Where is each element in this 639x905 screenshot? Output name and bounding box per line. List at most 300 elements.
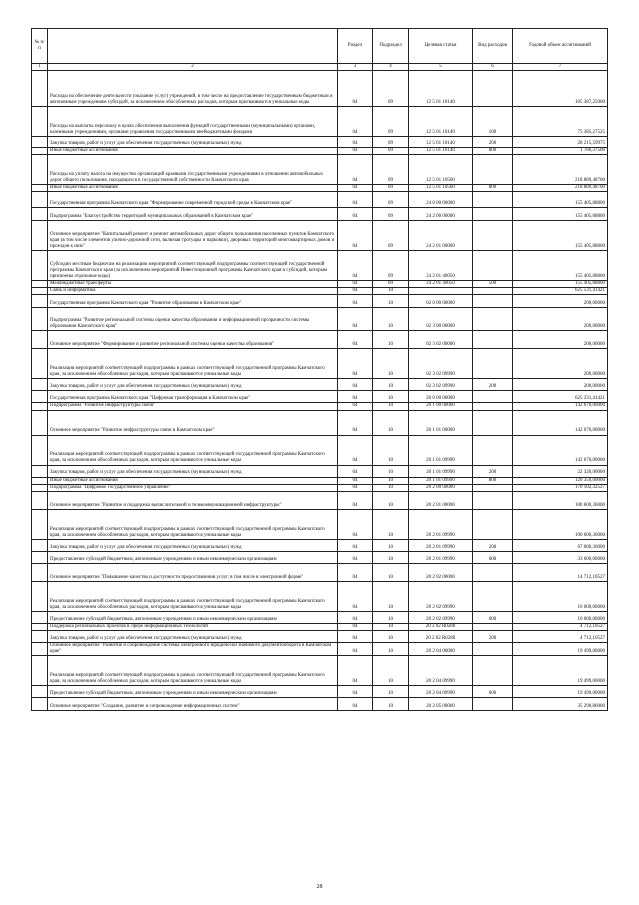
cell-number bbox=[32, 686, 48, 698]
table-row bbox=[32, 403, 608, 410]
table-row bbox=[32, 477, 608, 484]
column-number: 3 bbox=[338, 64, 373, 71]
cell-amount: 625 331,41421 bbox=[513, 391, 608, 403]
cell-podrazdel: 10 bbox=[373, 581, 409, 611]
cell-amount: 142 670,00000 bbox=[513, 410, 608, 435]
cell-number bbox=[32, 491, 48, 509]
cell-podrazdel: 10 bbox=[373, 509, 409, 539]
cell-amount: 170 102,32527 bbox=[513, 484, 608, 491]
cell-expense-type bbox=[473, 656, 513, 686]
cell-number bbox=[32, 611, 48, 623]
cell-amount: 4 712,10527 bbox=[513, 623, 608, 630]
cell-target-article: 20 2 00 00000 bbox=[409, 484, 473, 491]
cell-target-article: 20 2 05 00000 bbox=[409, 698, 473, 711]
cell-expense-type: 200 bbox=[473, 465, 513, 477]
cell-razdel: 04 bbox=[338, 410, 373, 435]
cell-number bbox=[32, 477, 48, 484]
cell-podrazdel: 10 bbox=[373, 391, 409, 403]
cell-podrazdel: 10 bbox=[373, 308, 409, 331]
column-number: 4 bbox=[373, 64, 409, 71]
cell-target-article: 20 2 01 00000 bbox=[409, 491, 473, 509]
cell-description: Государственная программа Камчатского края "Цифровая трансформация в Камчатском крае" bbox=[48, 391, 338, 403]
column-number: 1 bbox=[32, 64, 48, 71]
cell-number bbox=[32, 221, 48, 251]
cell-number bbox=[32, 107, 48, 137]
cell-expense-type bbox=[473, 484, 513, 491]
column-number: 6 bbox=[473, 64, 513, 71]
cell-target-article: 02 0 00 00000 bbox=[409, 295, 473, 308]
cell-description: Подпрограмма "Цифровое государственное управление" bbox=[48, 484, 338, 491]
cell-amount: 142 670,00000 bbox=[513, 403, 608, 410]
cell-razdel: 04 bbox=[338, 686, 373, 698]
header-podrazdel: Подраздел bbox=[373, 29, 409, 64]
cell-amount: 100 600,36000 bbox=[513, 509, 608, 539]
cell-amount: 155 405,08800 bbox=[513, 192, 608, 208]
cell-expense-type: 600 bbox=[473, 686, 513, 698]
cell-podrazdel: 10 bbox=[373, 623, 409, 630]
table-row bbox=[32, 686, 608, 698]
cell-target-article: 20 2 01 09990 bbox=[409, 539, 473, 551]
cell-target-article: 20 2 02 09990 bbox=[409, 581, 473, 611]
table-row bbox=[32, 410, 608, 435]
cell-target-article: 12 5 01 10140 bbox=[409, 107, 473, 137]
cell-podrazdel: 10 bbox=[373, 656, 409, 686]
cell-target-article: 20 1 01 09990 bbox=[409, 465, 473, 477]
cell-description: Межбюджетные трансферты bbox=[48, 281, 338, 288]
cell-expense-type bbox=[473, 410, 513, 435]
cell-description: Связь и информатика bbox=[48, 288, 338, 295]
cell-amount: 33 600,00000 bbox=[513, 551, 608, 563]
column-number-row bbox=[32, 64, 608, 71]
cell-razdel: 04 bbox=[338, 137, 373, 148]
table-row bbox=[32, 107, 608, 137]
cell-target-article: 20 2 04 09990 bbox=[409, 656, 473, 686]
cell-amount: 200,00000 bbox=[513, 379, 608, 391]
cell-number bbox=[32, 551, 48, 563]
cell-expense-type bbox=[473, 698, 513, 711]
cell-description: Закупка товаров, работ и услуг для обеспечения государственных (муниципальных) нужд bbox=[48, 137, 338, 148]
cell-expense-type: 200 bbox=[473, 379, 513, 391]
column-number: 7 bbox=[513, 64, 608, 71]
cell-podrazdel: 10 bbox=[373, 698, 409, 711]
header-expense-type: Вид расходов bbox=[473, 29, 513, 64]
cell-razdel: 04 bbox=[338, 349, 373, 379]
cell-razdel: 04 bbox=[338, 192, 373, 208]
cell-target-article: 12 5 01 10140 bbox=[409, 71, 473, 107]
page-number: 28 bbox=[316, 884, 323, 890]
cell-podrazdel: 10 bbox=[373, 379, 409, 391]
cell-description: Закупка товаров, работ и услуг для обеспечения государственных (муниципальных) нужд bbox=[48, 379, 338, 391]
cell-razdel: 04 bbox=[338, 295, 373, 308]
cell-description: Поддержка региональных проектов в сфере информационных технологий bbox=[48, 623, 338, 630]
table-row bbox=[32, 491, 608, 509]
cell-number bbox=[32, 509, 48, 539]
cell-razdel: 04 bbox=[338, 642, 373, 655]
cell-target-article: 20 2 02 09990 bbox=[409, 611, 473, 623]
cell-description: Расходы на обеспечение деятельности (оказание услуг) учреждений, в том числе на предоставление государственным бюджетным и автономным учреждениям субсидий, за исключением обособленных расходов, которым присваиваются уникальные коды bbox=[48, 71, 338, 107]
table-row bbox=[32, 71, 608, 107]
cell-razdel: 04 bbox=[338, 630, 373, 642]
cell-amount: 35 290,86000 bbox=[513, 698, 608, 711]
cell-description: Закупка товаров, работ и услуг для обеспечения государственных (муниципальных) нужд bbox=[48, 465, 338, 477]
cell-number bbox=[32, 308, 48, 331]
cell-podrazdel: 10 bbox=[373, 484, 409, 491]
cell-number bbox=[32, 155, 48, 185]
table-row bbox=[32, 288, 608, 295]
cell-description: Иные бюджетные ассигнования bbox=[48, 477, 338, 484]
cell-amount: 10 000,00000 bbox=[513, 611, 608, 623]
cell-target-article: 20 2 01 09990 bbox=[409, 551, 473, 563]
table-row bbox=[32, 563, 608, 581]
cell-number bbox=[32, 410, 48, 435]
table-row bbox=[32, 148, 608, 155]
cell-razdel: 04 bbox=[338, 208, 373, 221]
cell-expense-type bbox=[473, 308, 513, 331]
cell-podrazdel: 10 bbox=[373, 491, 409, 509]
cell-podrazdel: 09 bbox=[373, 208, 409, 221]
cell-amount: 28 215,59975 bbox=[513, 137, 608, 148]
column-number: 5 bbox=[409, 64, 473, 71]
table-row bbox=[32, 221, 608, 251]
cell-podrazdel: 10 bbox=[373, 642, 409, 655]
cell-amount: 200,00000 bbox=[513, 308, 608, 331]
cell-expense-type bbox=[473, 155, 513, 185]
cell-target-article: 24 2 01 00000 bbox=[409, 221, 473, 251]
cell-number bbox=[32, 185, 48, 192]
cell-target-article: 02 3 02 09990 bbox=[409, 349, 473, 379]
table-row bbox=[32, 509, 608, 539]
cell-razdel: 04 bbox=[338, 551, 373, 563]
cell-razdel: 04 bbox=[338, 251, 373, 281]
header-number: № п/п bbox=[32, 29, 48, 64]
cell-amount: 4 712,10527 bbox=[513, 630, 608, 642]
cell-number bbox=[32, 288, 48, 295]
cell-number bbox=[32, 295, 48, 308]
cell-razdel: 04 bbox=[338, 281, 373, 288]
cell-expense-type bbox=[473, 295, 513, 308]
cell-expense-type: 600 bbox=[473, 551, 513, 563]
cell-target-article: 20 2 02 R0280 bbox=[409, 623, 473, 630]
cell-amount: 142 670,00000 bbox=[513, 435, 608, 465]
header-annual-volume: Годовой объем ассигнований bbox=[513, 29, 608, 64]
header-description bbox=[48, 29, 338, 64]
cell-amount: 155 405,08800 bbox=[513, 208, 608, 221]
cell-number bbox=[32, 484, 48, 491]
table-row bbox=[32, 551, 608, 563]
cell-expense-type bbox=[473, 491, 513, 509]
cell-target-article: 24 2 01 40050 bbox=[409, 281, 473, 288]
cell-podrazdel: 10 bbox=[373, 403, 409, 410]
cell-number bbox=[32, 71, 48, 107]
cell-description: Государственная программа Камчатского края "Формирование современной городской среды в Камчатском крае" bbox=[48, 192, 338, 208]
cell-target-article: 24 2 00 00000 bbox=[409, 208, 473, 221]
cell-razdel: 04 bbox=[338, 656, 373, 686]
table-row bbox=[32, 642, 608, 655]
table-row bbox=[32, 391, 608, 403]
header-razdel: Раздел bbox=[338, 29, 373, 64]
cell-razdel: 04 bbox=[338, 107, 373, 137]
table-row bbox=[32, 379, 608, 391]
table-row bbox=[32, 465, 608, 477]
cell-expense-type: 100 bbox=[473, 107, 513, 137]
table-row bbox=[32, 137, 608, 148]
cell-number bbox=[32, 403, 48, 410]
table-row bbox=[32, 208, 608, 221]
cell-podrazdel: 10 bbox=[373, 435, 409, 465]
cell-amount: 200,00000 bbox=[513, 331, 608, 349]
cell-number bbox=[32, 192, 48, 208]
table-row bbox=[32, 155, 608, 185]
cell-razdel: 04 bbox=[338, 477, 373, 484]
cell-target-article: 20 1 01 09990 bbox=[409, 435, 473, 465]
budget-table bbox=[31, 28, 608, 711]
cell-amount: 218 889,48700 bbox=[513, 155, 608, 185]
cell-expense-type bbox=[473, 208, 513, 221]
cell-target-article: 20 2 04 09990 bbox=[409, 686, 473, 698]
cell-expense-type: 200 bbox=[473, 137, 513, 148]
cell-podrazdel: 10 bbox=[373, 331, 409, 349]
cell-podrazdel: 09 bbox=[373, 107, 409, 137]
cell-expense-type: 800 bbox=[473, 148, 513, 155]
cell-razdel: 04 bbox=[338, 563, 373, 581]
cell-number bbox=[32, 435, 48, 465]
table-row bbox=[32, 281, 608, 288]
cell-target-article: 20 0 00 00000 bbox=[409, 391, 473, 403]
cell-razdel: 04 bbox=[338, 435, 373, 465]
cell-number bbox=[32, 539, 48, 551]
cell-description: Реализация мероприятий соответствующей подпрограммы в рамках соответствующей государственной программы Камчатского края, за исключением обособленных расходов, которым присваиваются уникальные коды bbox=[48, 509, 338, 539]
cell-podrazdel: 09 bbox=[373, 155, 409, 185]
cell-target-article: 24 0 00 00000 bbox=[409, 192, 473, 208]
table-row bbox=[32, 484, 608, 491]
cell-expense-type: 800 bbox=[473, 185, 513, 192]
cell-razdel: 04 bbox=[338, 403, 373, 410]
cell-number bbox=[32, 137, 48, 148]
cell-expense-type bbox=[473, 221, 513, 251]
cell-razdel: 04 bbox=[338, 288, 373, 295]
cell-podrazdel: 09 bbox=[373, 71, 409, 107]
cell-expense-type bbox=[473, 251, 513, 281]
cell-expense-type: 800 bbox=[473, 477, 513, 484]
cell-razdel: 04 bbox=[338, 185, 373, 192]
table-row bbox=[32, 611, 608, 623]
cell-description: Предоставление субсидий бюджетным, автономным учреждениям и иным некоммерческим организациям bbox=[48, 551, 338, 563]
header-row bbox=[32, 29, 608, 64]
cell-description: Реализация мероприятий соответствующей подпрограммы в рамках соответствующей государственной программы Камчатского края, за исключением обособленных расходов, которым присваиваются уникальные коды bbox=[48, 656, 338, 686]
cell-podrazdel: 10 bbox=[373, 465, 409, 477]
cell-amount: 75 385,27525 bbox=[513, 107, 608, 137]
cell-target-article: 02 3 00 00000 bbox=[409, 308, 473, 331]
cell-description: Подпрограмма "Развитие региональной системы оценки качества образования и информационной прозрачности системы образования Камчатского края" bbox=[48, 308, 338, 331]
cell-description: Основное мероприятие "Развитие инфраструктуры связи в Камчатском крае" bbox=[48, 410, 338, 435]
table-row bbox=[32, 698, 608, 711]
cell-description: Реализация мероприятий соответствующей подпрограммы в рамках соответствующей государственной программы Камчатского края, за исключением обособленных расходов, которым присваиваются уникальные коды bbox=[48, 349, 338, 379]
cell-description: Подпрограмма "Развитие инфраструктуры связи" bbox=[48, 403, 338, 410]
cell-description: Подпрограмма "Благоустройство территорий муниципальных образований в Камчатском крае" bbox=[48, 208, 338, 221]
cell-number bbox=[32, 563, 48, 581]
cell-target-article: 20 1 00 00000 bbox=[409, 403, 473, 410]
cell-number bbox=[32, 251, 48, 281]
cell-number bbox=[32, 656, 48, 686]
table-row bbox=[32, 295, 608, 308]
cell-expense-type bbox=[473, 192, 513, 208]
cell-expense-type bbox=[473, 435, 513, 465]
cell-expense-type bbox=[473, 509, 513, 539]
cell-amount: 14 712,10527 bbox=[513, 563, 608, 581]
cell-number bbox=[32, 349, 48, 379]
cell-number bbox=[32, 581, 48, 611]
cell-number bbox=[32, 630, 48, 642]
cell-target-article: 20 2 02 00000 bbox=[409, 563, 473, 581]
cell-number bbox=[32, 331, 48, 349]
cell-expense-type: 200 bbox=[473, 630, 513, 642]
cell-expense-type bbox=[473, 642, 513, 655]
cell-target-article: 20 1 01 00000 bbox=[409, 410, 473, 435]
table-row bbox=[32, 539, 608, 551]
cell-amount: 19 499,00000 bbox=[513, 686, 608, 698]
cell-expense-type bbox=[473, 391, 513, 403]
cell-razdel: 04 bbox=[338, 623, 373, 630]
cell-amount: 200,00000 bbox=[513, 295, 608, 308]
cell-description: Иные бюджетные ассигнования bbox=[48, 148, 338, 155]
cell-razdel: 04 bbox=[338, 71, 373, 107]
cell-target-article bbox=[409, 288, 473, 295]
column-number: 2 bbox=[48, 64, 338, 71]
cell-podrazdel: 09 bbox=[373, 192, 409, 208]
cell-number bbox=[32, 281, 48, 288]
cell-target-article: 02 3 02 09990 bbox=[409, 379, 473, 391]
cell-razdel: 04 bbox=[338, 509, 373, 539]
cell-razdel: 04 bbox=[338, 331, 373, 349]
cell-description: Расходы на выплаты персоналу в целях обеспечения выполнения функций государственными (муниципальными) органами, казенными учреждениями, органами управления государственными внебюджетными фондами bbox=[48, 107, 338, 137]
cell-podrazdel: 09 bbox=[373, 137, 409, 148]
table-row bbox=[32, 656, 608, 686]
cell-description: Закупка товаров, работ и услуг для обеспечения государственных (муниципальных) нужд bbox=[48, 630, 338, 642]
cell-podrazdel: 10 bbox=[373, 539, 409, 551]
cell-description: Основное мероприятие "Развитие и поддержка вычислительной и телекоммуникационной инфраструктуры" bbox=[48, 491, 338, 509]
cell-number bbox=[32, 698, 48, 711]
cell-razdel: 04 bbox=[338, 148, 373, 155]
table-row bbox=[32, 349, 608, 379]
cell-expense-type bbox=[473, 349, 513, 379]
cell-expense-type: 500 bbox=[473, 281, 513, 288]
cell-podrazdel: 10 bbox=[373, 349, 409, 379]
cell-description: Иные бюджетные ассигнования bbox=[48, 185, 338, 192]
cell-amount: 100 600,36000 bbox=[513, 491, 608, 509]
cell-target-article: 20 2 01 09990 bbox=[409, 509, 473, 539]
cell-podrazdel: 10 bbox=[373, 288, 409, 295]
table-row bbox=[32, 630, 608, 642]
cell-razdel: 04 bbox=[338, 155, 373, 185]
cell-amount: 625 531,41421 bbox=[513, 288, 608, 295]
header-target-article: Целевая статья bbox=[409, 29, 473, 64]
cell-razdel: 04 bbox=[338, 539, 373, 551]
cell-razdel: 04 bbox=[338, 491, 373, 509]
cell-razdel: 04 bbox=[338, 379, 373, 391]
cell-amount: 155 405,08800 bbox=[513, 281, 608, 288]
cell-expense-type bbox=[473, 623, 513, 630]
cell-expense-type: 200 bbox=[473, 539, 513, 551]
cell-podrazdel: 10 bbox=[373, 410, 409, 435]
cell-description: Предоставление субсидий бюджетным, автономным учреждениям и иным некоммерческим организациям bbox=[48, 611, 338, 623]
cell-razdel: 04 bbox=[338, 308, 373, 331]
cell-razdel: 04 bbox=[338, 391, 373, 403]
cell-target-article: 02 3 02 00000 bbox=[409, 331, 473, 349]
cell-target-article: 12 5 01 10560 bbox=[409, 155, 473, 185]
cell-description: Основное мероприятие "Создание, развитие и сопровождение информационных систем" bbox=[48, 698, 338, 711]
cell-expense-type bbox=[473, 331, 513, 349]
cell-number bbox=[32, 642, 48, 655]
cell-razdel: 04 bbox=[338, 698, 373, 711]
table-row bbox=[32, 192, 608, 208]
cell-target-article: 12 5 01 10140 bbox=[409, 137, 473, 148]
cell-description: Субсидии местным бюджетам на реализацию мероприятий соответствующей подпрограммы соответствующей государственной программы Камчатского края (за исключением мероприятий Инвестиционной программы Камчатского края и субсидий, которым присвоены отдельные коды) bbox=[48, 251, 338, 281]
cell-amount: 67 000,36000 bbox=[513, 539, 608, 551]
cell-podrazdel: 09 bbox=[373, 148, 409, 155]
cell-podrazdel: 09 bbox=[373, 281, 409, 288]
cell-podrazdel: 09 bbox=[373, 221, 409, 251]
cell-expense-type bbox=[473, 403, 513, 410]
cell-amount: 10 000,00000 bbox=[513, 581, 608, 611]
cell-amount: 200,00000 bbox=[513, 349, 608, 379]
document-page bbox=[31, 28, 607, 711]
table-row bbox=[32, 331, 608, 349]
cell-number bbox=[32, 208, 48, 221]
cell-description: Основное мероприятие "Повышение качества и доступности предоставления услуг, в том числе в электронной форме" bbox=[48, 563, 338, 581]
table-row bbox=[32, 623, 608, 630]
cell-expense-type: 600 bbox=[473, 611, 513, 623]
cell-description: Основное мероприятие "Формирование и развитие региональной системы оценки качества образования" bbox=[48, 331, 338, 349]
cell-number bbox=[32, 148, 48, 155]
cell-amount: 19 499,00000 bbox=[513, 656, 608, 686]
cell-razdel: 04 bbox=[338, 465, 373, 477]
cell-amount: 218 889,48700 bbox=[513, 185, 608, 192]
cell-podrazdel: 10 bbox=[373, 630, 409, 642]
cell-description: Предоставление субсидий бюджетным, автономным учреждениям и иным некоммерческим организациям bbox=[48, 686, 338, 698]
table-row bbox=[32, 435, 608, 465]
cell-description: Закупка товаров, работ и услуг для обеспечения государственных (муниципальных) нужд bbox=[48, 539, 338, 551]
cell-target-article: 12 5 01 10560 bbox=[409, 185, 473, 192]
cell-podrazdel: 10 bbox=[373, 477, 409, 484]
cell-amount: 1 786,37500 bbox=[513, 148, 608, 155]
cell-description: Основное мероприятие "Капитальный ремонт и ремонт автомобильных дорог общего пользования населенных пунктов Камчатского края (в том числе элементов улично-дорожной сети, включая тротуары и парковки), дворовых территорий многоквартирных домов и проездов к ним" bbox=[48, 221, 338, 251]
cell-target-article: 20 2 02 R0280 bbox=[409, 630, 473, 642]
table-row bbox=[32, 581, 608, 611]
cell-podrazdel: 10 bbox=[373, 551, 409, 563]
table-row bbox=[32, 185, 608, 192]
table-row bbox=[32, 308, 608, 331]
cell-number bbox=[32, 623, 48, 630]
cell-amount: 22 320,00000 bbox=[513, 465, 608, 477]
table-row bbox=[32, 251, 608, 281]
cell-podrazdel: 10 bbox=[373, 295, 409, 308]
cell-podrazdel: 10 bbox=[373, 611, 409, 623]
cell-amount: 105 387,25000 bbox=[513, 71, 608, 107]
cell-number bbox=[32, 379, 48, 391]
cell-expense-type bbox=[473, 288, 513, 295]
cell-expense-type bbox=[473, 581, 513, 611]
cell-number bbox=[32, 465, 48, 477]
cell-podrazdel: 10 bbox=[373, 563, 409, 581]
cell-number bbox=[32, 391, 48, 403]
cell-target-article: 24 2 01 40050 bbox=[409, 251, 473, 281]
cell-razdel: 04 bbox=[338, 611, 373, 623]
cell-podrazdel: 10 bbox=[373, 686, 409, 698]
cell-razdel: 04 bbox=[338, 221, 373, 251]
cell-razdel: 04 bbox=[338, 484, 373, 491]
cell-podrazdel: 09 bbox=[373, 251, 409, 281]
cell-description: Расходы на уплату налога на имущество организаций краевыми государственными учреждениями в отношении автомобильных дорог общего пользования, находящихся в государственной собственности Камчатского края bbox=[48, 155, 338, 185]
